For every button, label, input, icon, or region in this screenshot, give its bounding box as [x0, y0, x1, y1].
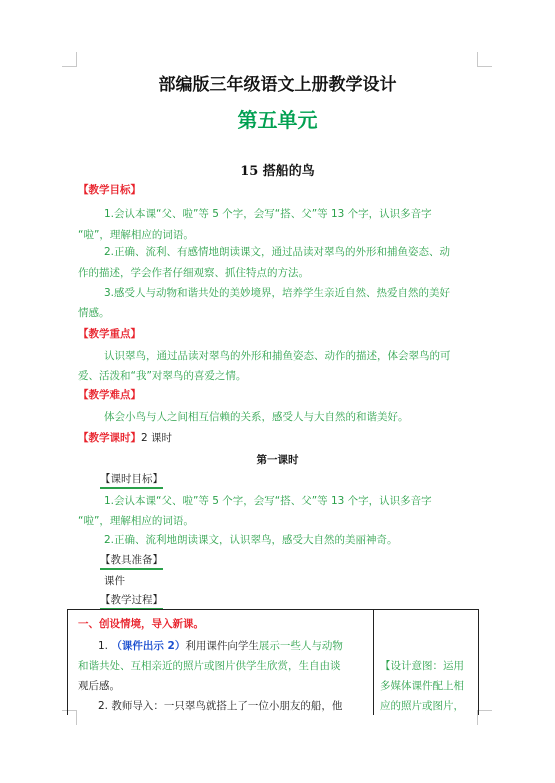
hours-heading: 【教学课时】 [78, 432, 141, 444]
tools-heading: 【教具准备】 [100, 553, 163, 570]
step-1-row-1-line-2: 和谐共处、互相亲近的照片或图片供学生欣赏，生自由谈 [78, 660, 341, 672]
process-heading-wrap [100, 593, 474, 610]
key-line-2: 爱、活泼和“我”对翠鸟的喜爱之情。 [78, 370, 247, 382]
goal-3-line-2: 情感。 [78, 307, 110, 319]
row-1-courseware-tag: （课件出示 2） [111, 640, 186, 652]
document-title: 部编版三年级语文上册教学设计 [158, 75, 397, 95]
period-goals-heading: 【课时目标】 [100, 472, 163, 489]
goals-heading: 【教学目标】 [78, 184, 141, 196]
period-goal-1-line-2: “啦”，理解相应的词语。 [78, 515, 194, 527]
goal-3-line-1: 3.感受人与动物和谐共处的美妙境界，培养学生亲近自然、热爱自然的美好 [104, 287, 451, 299]
period-goal-1-line-1: 1.会认本课“父、啦”等 5 个字，会写“搭、父”等 13 个字，认识多音字 [104, 495, 432, 507]
lesson-title: 15 搭船的鸟 [240, 164, 315, 179]
goal-2-line-1: 2.正确、流利、有感情地朗读课文，通过品读对翠鸟的外形和捕鱼姿态、动 [104, 246, 451, 258]
hours-row [78, 431, 478, 445]
difficult-heading: 【教学难点】 [78, 389, 141, 401]
hours-value: 2 课时 [141, 432, 173, 444]
row-1-text-a: 利用课件向学生 [185, 640, 259, 652]
process-heading: 【教学过程】 [100, 593, 163, 610]
design-intent-line-3: 应的照片或图片， [380, 700, 464, 712]
step-1-title: 一、创设情境，导入新课。 [78, 618, 204, 630]
period-title: 第一课时 [256, 454, 299, 466]
crop-mark-top-left [62, 52, 77, 67]
period-goals-heading-wrap [100, 472, 474, 489]
process-table [67, 609, 479, 715]
period-goal-2: 2.正确、流利地朗读课文，认识翠鸟，感受大自然的美丽神奇。 [104, 534, 398, 546]
key-heading: 【教学重点】 [78, 328, 141, 340]
goal-1-line-1: 1.会认本课“父、啦”等 5 个字，会写“搭、父”等 13 个字，认识多音字 [104, 208, 432, 220]
design-intent-line-2: 多媒体课件配上相 [380, 680, 464, 692]
tools-text: 课件 [104, 575, 125, 587]
step-1-row-2: 2. 教师导入：一只翠鸟就搭上了一位小朋友的船，他 [98, 700, 343, 712]
key-line-1: 认识翠鸟，通过品读对翠鸟的外形和捕鱼姿态、动作的描述，体会翠鸟的可 [104, 350, 451, 362]
row-1-text-b: 展示一些人与动物 [258, 640, 343, 652]
step-1-row-1-line-3: 观后感。 [78, 680, 120, 692]
crop-mark-top-right [477, 52, 492, 67]
table-column-divider [373, 610, 374, 715]
goal-2-line-2: 作的描述，学会作者仔细观察、抓住特点的方法。 [78, 267, 309, 279]
tools-heading-wrap [100, 553, 474, 570]
unit-title: 第五单元 [237, 108, 318, 132]
row-1-number: 1. [98, 640, 109, 652]
crop-mark-bottom-right [477, 710, 492, 725]
design-intent-line-1: 【设计意图：运用 [380, 660, 464, 672]
difficult-text: 体会小鸟与人之间相互信赖的关系，感受人与大自然的和谐美好。 [104, 411, 409, 423]
step-1-row-1 [98, 639, 343, 653]
goal-1-line-2: “啦”，理解相应的词语。 [78, 229, 194, 241]
